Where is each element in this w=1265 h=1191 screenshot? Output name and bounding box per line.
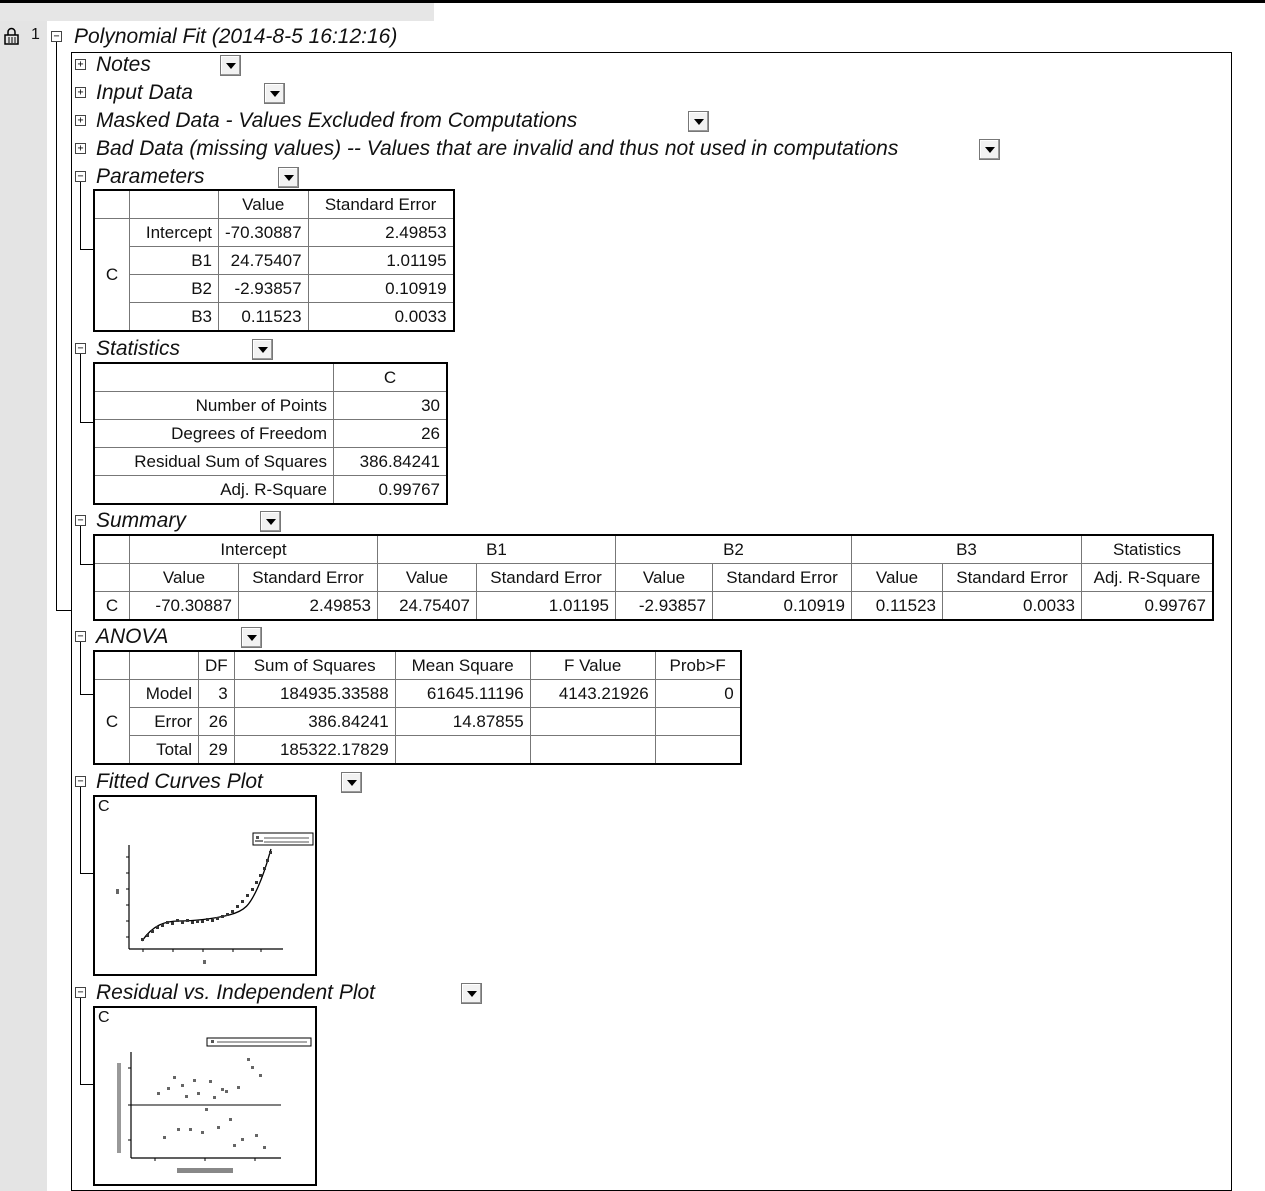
summary-subheader: Standard Error xyxy=(943,564,1082,592)
anova-header: F Value xyxy=(530,651,655,680)
param-se: 0.10919 xyxy=(308,275,454,303)
stat-name: Degrees of Freedom xyxy=(94,420,334,448)
header-c: C xyxy=(334,363,448,392)
summary-group: B1 xyxy=(378,535,616,564)
anova-header: Sum of Squares xyxy=(234,651,395,680)
stat-value: 26 xyxy=(334,420,448,448)
summary-table xyxy=(93,534,1214,621)
anova-ms: 61645.11196 xyxy=(395,680,530,708)
summary-cell: -2.93857 xyxy=(616,592,713,621)
statistics-dropdown-button[interactable] xyxy=(252,339,273,360)
row-number: 1 xyxy=(31,26,40,43)
anova-ss: 184935.33588 xyxy=(234,680,395,708)
tree-line xyxy=(80,873,94,874)
stat-value: 30 xyxy=(334,392,448,420)
param-name: B2 xyxy=(130,275,219,303)
row-gutter xyxy=(0,21,47,1191)
summary-cell: 0.0033 xyxy=(943,592,1082,621)
anova-df: 29 xyxy=(199,736,235,765)
stat-name: Residual Sum of Squares xyxy=(94,448,334,476)
stat-value: 0.99767 xyxy=(334,476,448,505)
report-title: Polynomial Fit (2014-8-5 16:12:16) xyxy=(74,25,398,48)
anova-header: Mean Square xyxy=(395,651,530,680)
section-fitted-curves[interactable]: Fitted Curves Plot xyxy=(96,770,263,793)
anova-df: 3 xyxy=(199,680,235,708)
statistics-table xyxy=(93,362,448,505)
residual-plot-dropdown-button[interactable] xyxy=(461,983,482,1004)
summary-cell: 1.01195 xyxy=(477,592,616,621)
stat-name: Number of Points xyxy=(94,392,334,420)
section-masked-data[interactable]: Masked Data - Values Excluded from Computations xyxy=(96,109,578,132)
section-bad-data[interactable]: Bad Data (missing values) -- Values that are invalid and thus not used in computations xyxy=(96,137,899,160)
summary-cell: 0.11523 xyxy=(852,592,943,621)
anova-table xyxy=(93,650,742,765)
stat-name: Adj. R-Square xyxy=(94,476,334,505)
section-statistics[interactable]: Statistics xyxy=(96,337,181,360)
param-name: Intercept xyxy=(130,219,219,247)
anova-ss: 386.84241 xyxy=(234,708,395,736)
expand-input-data-icon[interactable]: + xyxy=(75,87,86,98)
stat-value: 386.84241 xyxy=(334,448,448,476)
masked-data-dropdown-button[interactable] xyxy=(688,111,709,132)
collapse-report-icon[interactable]: − xyxy=(51,31,62,42)
collapse-parameters-icon[interactable]: − xyxy=(75,171,86,182)
collapse-fitted-curves-icon[interactable]: − xyxy=(75,776,86,787)
param-se: 0.0033 xyxy=(308,303,454,332)
tree-line xyxy=(80,182,81,250)
expand-masked-data-icon[interactable]: + xyxy=(75,115,86,126)
tree-line xyxy=(80,642,81,695)
section-parameters[interactable]: Parameters xyxy=(96,165,205,188)
summary-subheader: Value xyxy=(616,564,713,592)
anova-ms: 14.87855 xyxy=(395,708,530,736)
summary-cell: 0.10919 xyxy=(713,592,852,621)
summary-row-label: C xyxy=(94,592,130,621)
summary-cell: 2.49853 xyxy=(239,592,378,621)
summary-group: B2 xyxy=(616,535,852,564)
summary-subheader: Value xyxy=(130,564,239,592)
expand-notes-icon[interactable]: + xyxy=(75,59,86,70)
section-summary[interactable]: Summary xyxy=(96,509,186,532)
summary-subheader: Adj. R-Square xyxy=(1082,564,1214,592)
param-value: -70.30887 xyxy=(219,219,309,247)
param-se: 1.01195 xyxy=(308,247,454,275)
anova-f: 4143.21926 xyxy=(530,680,655,708)
tree-line xyxy=(80,422,94,423)
section-anova[interactable]: ANOVA xyxy=(96,625,169,648)
anova-header: Prob>F xyxy=(655,651,741,680)
tree-line xyxy=(80,694,94,695)
anova-header: DF xyxy=(199,651,235,680)
collapse-statistics-icon[interactable]: − xyxy=(75,343,86,354)
anova-row-name: Model xyxy=(130,680,199,708)
collapse-summary-icon[interactable]: − xyxy=(75,515,86,526)
section-residual-plot[interactable]: Residual vs. Independent Plot xyxy=(96,981,376,1004)
fitted-curves-plot[interactable] xyxy=(93,795,317,976)
anova-df: 26 xyxy=(199,708,235,736)
summary-cell: 0.99767 xyxy=(1082,592,1214,621)
summary-group: Statistics xyxy=(1082,535,1214,564)
group-label: C xyxy=(94,219,130,332)
tree-line xyxy=(80,564,94,565)
summary-cell: 24.75407 xyxy=(378,592,477,621)
notes-dropdown-button[interactable] xyxy=(220,55,241,76)
param-name: B3 xyxy=(130,303,219,332)
anova-p: 0 xyxy=(655,680,741,708)
summary-subheader: Standard Error xyxy=(239,564,378,592)
anova-row-name: Error xyxy=(130,708,199,736)
summary-group: Intercept xyxy=(130,535,378,564)
header-strip xyxy=(0,3,434,21)
tree-line xyxy=(56,42,57,611)
residual-thumbnail xyxy=(95,1008,315,1184)
bad-data-dropdown-button[interactable] xyxy=(979,139,1000,160)
anova-f xyxy=(530,736,655,765)
anova-p xyxy=(655,736,741,765)
section-notes[interactable]: Notes xyxy=(96,53,151,76)
tree-line xyxy=(56,610,71,611)
tree-line xyxy=(80,1084,94,1085)
lock-icon[interactable] xyxy=(3,27,21,45)
header-standard-error: Standard Error xyxy=(308,190,454,219)
section-input-data[interactable]: Input Data xyxy=(96,81,193,104)
anova-dropdown-button[interactable] xyxy=(241,627,262,648)
anova-p xyxy=(655,708,741,736)
residual-plot[interactable] xyxy=(93,1006,317,1186)
tree-line xyxy=(80,998,81,1085)
summary-subheader: Standard Error xyxy=(713,564,852,592)
anova-ss: 185322.17829 xyxy=(234,736,395,765)
collapse-anova-icon[interactable]: − xyxy=(75,631,86,642)
tree-line xyxy=(80,787,81,874)
input-data-dropdown-button[interactable] xyxy=(264,83,285,104)
fitted-curves-dropdown-button[interactable] xyxy=(341,772,362,793)
summary-subheader: Value xyxy=(852,564,943,592)
plot-label: C xyxy=(98,1009,110,1026)
parameters-table xyxy=(93,189,455,332)
param-name: B1 xyxy=(130,247,219,275)
summary-dropdown-button[interactable] xyxy=(260,511,281,532)
group-label: C xyxy=(94,680,130,765)
expand-bad-data-icon[interactable]: + xyxy=(75,143,86,154)
summary-subheader: Value xyxy=(378,564,477,592)
param-value: -2.93857 xyxy=(219,275,309,303)
tree-line xyxy=(80,354,81,423)
tree-line xyxy=(80,526,81,565)
param-value: 0.11523 xyxy=(219,303,309,332)
parameters-dropdown-button[interactable] xyxy=(278,167,299,188)
anova-ms xyxy=(395,736,530,765)
param-value: 24.75407 xyxy=(219,247,309,275)
param-se: 2.49853 xyxy=(308,219,454,247)
summary-subheader: Standard Error xyxy=(477,564,616,592)
collapse-residual-plot-icon[interactable]: − xyxy=(75,987,86,998)
tree-line xyxy=(80,249,94,250)
anova-f xyxy=(530,708,655,736)
summary-group: B3 xyxy=(852,535,1082,564)
summary-cell: -70.30887 xyxy=(130,592,239,621)
fitted-curves-thumbnail xyxy=(95,797,315,974)
header-value: Value xyxy=(219,190,309,219)
anova-row-name: Total xyxy=(130,736,199,765)
plot-label: C xyxy=(98,798,110,815)
